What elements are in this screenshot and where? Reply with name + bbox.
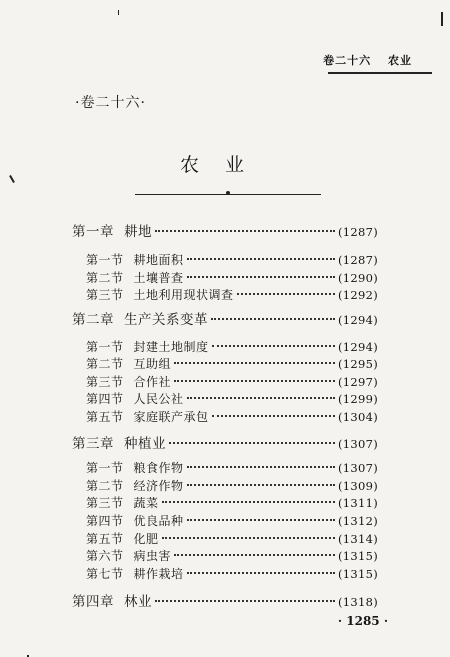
toc-entry-name: 互助组	[133, 357, 172, 371]
toc-entry-page: (1311)	[337, 496, 378, 510]
running-header	[323, 52, 412, 68]
toc-entry-page: (1292)	[337, 288, 378, 302]
toc-entry-name: 封建土地制度	[133, 340, 209, 354]
toc-section-row	[86, 565, 378, 583]
toc-entry-page: (1294)	[337, 313, 378, 327]
page-number: · 1285 ·	[337, 614, 388, 628]
toc-entry-page: (1315)	[337, 549, 378, 563]
toc-entry-name: 人民公社	[133, 392, 184, 406]
toc-entry-name: 土壤普查	[133, 271, 184, 285]
scan-speck	[441, 12, 443, 26]
toc-entry-label: 第二章	[72, 312, 114, 328]
toc-entry-page: (1299)	[337, 392, 378, 406]
toc-section-row	[86, 530, 378, 548]
toc-entry-label: 第三章	[72, 436, 114, 452]
toc-entry-page: (1297)	[337, 375, 378, 389]
toc-entry-name: 生产关系变革	[124, 312, 208, 328]
toc-leader-dots	[174, 554, 335, 556]
toc-entry-page: (1304)	[337, 410, 378, 424]
toc-leader-dots	[162, 537, 335, 539]
toc-entry-name: 耕地面积	[133, 253, 184, 267]
toc-entry-page: (1312)	[337, 514, 378, 528]
toc-entry-page: (1287)	[337, 253, 378, 267]
toc-entry-page: (1309)	[337, 479, 378, 493]
header-volume: 卷二十六	[323, 54, 372, 67]
toc-section-row	[86, 338, 378, 356]
toc-section-row	[86, 459, 378, 477]
toc-entry-label: 第五节	[86, 532, 124, 546]
toc-chapter-row	[72, 590, 378, 608]
toc-section-row	[86, 408, 378, 426]
toc-entry-name: 耕作栽培	[133, 567, 184, 581]
toc-entry-label: 第三节	[86, 496, 124, 510]
header-rule	[328, 72, 432, 74]
toc-entry-name: 化肥	[133, 532, 159, 546]
toc-entry-name: 合作社	[133, 375, 172, 389]
toc-leader-dots	[187, 572, 335, 574]
toc-entry-label: 第一节	[86, 340, 124, 354]
toc-leader-dots	[212, 345, 335, 347]
toc-entry-label: 第四节	[86, 514, 124, 528]
toc-entry-label: 第七节	[86, 567, 124, 581]
toc-leader-dots	[174, 362, 335, 364]
toc-entry-label: 第一节	[86, 253, 124, 267]
toc-leader-dots	[187, 466, 335, 468]
toc-entry-label: 第三节	[86, 375, 124, 389]
toc-entry-page: (1295)	[337, 357, 378, 371]
toc-entry-label: 第四章	[72, 594, 114, 610]
toc-section-row	[86, 355, 378, 373]
toc-leader-dots	[187, 519, 335, 521]
toc-entry-name: 粮食作物	[133, 461, 184, 475]
toc-section-row	[86, 477, 378, 495]
toc-entry-name: 种植业	[124, 436, 166, 452]
toc-entry-name: 土地利用现状调查	[133, 288, 234, 302]
toc-leader-dots	[187, 484, 335, 486]
toc-entry-name: 优良品种	[133, 514, 184, 528]
toc-entry-name: 经济作物	[133, 479, 184, 493]
toc-leader-dots	[212, 415, 335, 417]
toc-section-row	[86, 269, 378, 287]
toc-entry-label: 第四节	[86, 392, 124, 406]
toc-leader-dots	[155, 230, 335, 232]
toc-leader-dots	[187, 276, 335, 278]
toc-leader-dots	[174, 380, 335, 382]
toc-entry-label: 第一节	[86, 461, 124, 475]
toc-entry-page: (1307)	[337, 461, 378, 475]
toc-entry-page: (1294)	[337, 340, 378, 354]
toc-leader-dots	[155, 600, 335, 602]
toc-section-row	[86, 547, 378, 565]
toc-entry-name: 家庭联产承包	[133, 410, 209, 424]
toc-leader-dots	[169, 442, 335, 444]
toc-entry-page: (1318)	[337, 595, 378, 609]
toc-entry-label: 第二节	[86, 479, 124, 493]
toc-section-row	[86, 512, 378, 530]
toc-entry-label: 第二节	[86, 271, 124, 285]
toc-section-row	[86, 286, 378, 304]
toc-entry-page: (1314)	[337, 532, 378, 546]
toc-leader-dots	[237, 293, 335, 295]
toc-entry-page: (1290)	[337, 271, 378, 285]
toc-chapter-row	[72, 220, 378, 238]
toc-chapter-row	[72, 432, 378, 450]
toc-leader-dots	[187, 258, 335, 260]
toc-section-row	[86, 251, 378, 269]
toc-entry-name: 林业	[124, 594, 152, 610]
volume-label: ·卷二十六·	[75, 95, 146, 111]
scan-speck	[118, 10, 119, 15]
toc-entry-page: (1315)	[337, 567, 378, 581]
toc-entry-name: 病虫害	[133, 549, 172, 563]
header-subject: 农业	[388, 54, 412, 67]
scan-speck	[9, 175, 15, 183]
toc-entry-page: (1287)	[337, 225, 378, 239]
toc-leader-dots	[211, 318, 335, 320]
toc-section-row	[86, 390, 378, 408]
toc-entry-label: 第一章	[72, 224, 114, 240]
title-divider-dot	[226, 191, 230, 195]
toc-entry-label: 第二节	[86, 357, 124, 371]
toc-leader-dots	[187, 397, 335, 399]
page-title: 农业	[180, 154, 271, 176]
toc-leader-dots	[162, 501, 335, 503]
toc-entry-page: (1307)	[337, 437, 378, 451]
toc-entry-label: 第六节	[86, 549, 124, 563]
toc-entry-name: 耕地	[124, 224, 152, 240]
toc-chapter-row	[72, 308, 378, 326]
toc-section-row	[86, 494, 378, 512]
toc-entry-name: 蔬菜	[133, 496, 159, 510]
toc-entry-label: 第三节	[86, 288, 124, 302]
toc-entry-label: 第五节	[86, 410, 124, 424]
toc-section-row	[86, 373, 378, 391]
